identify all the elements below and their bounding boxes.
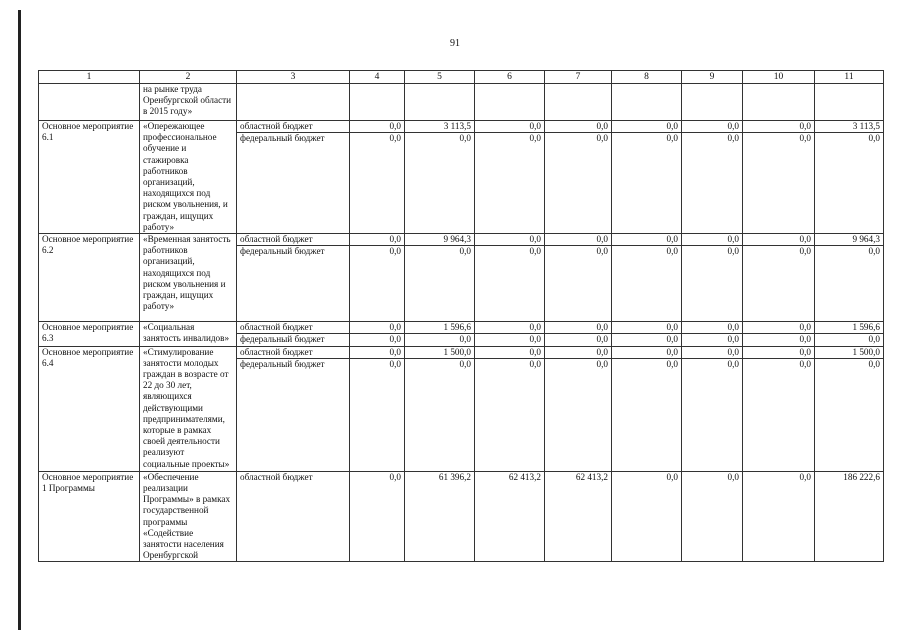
col-header: 2 — [140, 71, 237, 84]
table-header-row — [39, 71, 884, 84]
value-cell: 0,0 — [682, 133, 743, 234]
col-header: 1 — [39, 71, 140, 84]
col-header: 8 — [612, 71, 682, 84]
funding-source: областной бюджет — [237, 471, 350, 562]
value-cell: 1 500,0 — [405, 346, 475, 358]
table-row — [39, 234, 884, 246]
measure-label: Основное мероприятие 6.2 — [39, 234, 140, 322]
value-cell: 0,0 — [682, 234, 743, 246]
measure-name: «Обеспечение реализации Программы» в рамках государственной программы «Содействие занятости населения Оренбургской — [140, 471, 237, 562]
value-cell: 0,0 — [612, 246, 682, 322]
funding-source: федеральный бюджет — [237, 246, 350, 322]
value-cell: 0,0 — [682, 334, 743, 346]
value-cell: 0,0 — [612, 358, 682, 471]
measure-label: Основное мероприятие 6.1 — [39, 121, 140, 234]
table-row — [39, 471, 884, 562]
value-cell: 0,0 — [350, 346, 405, 358]
value-cell: 0,0 — [475, 246, 545, 322]
value-cell: 3 113,5 — [405, 121, 475, 133]
table-row — [39, 121, 884, 133]
value-cell: 0,0 — [545, 246, 612, 322]
value-cell: 0,0 — [682, 471, 743, 562]
value-cell: 0,0 — [350, 358, 405, 471]
funding-source: областной бюджет — [237, 346, 350, 358]
value-cell: 0,0 — [612, 234, 682, 246]
funding-source: областной бюджет — [237, 234, 350, 246]
value-cell: 0,0 — [475, 121, 545, 133]
value-cell: 0,0 — [350, 234, 405, 246]
value-cell: 0,0 — [612, 322, 682, 334]
value-cell: 0,0 — [350, 133, 405, 234]
value-cell: 0,0 — [475, 133, 545, 234]
budget-table — [38, 70, 884, 562]
value-cell: 0,0 — [405, 334, 475, 346]
value-cell: 0,0 — [475, 346, 545, 358]
col-header: 11 — [815, 71, 884, 84]
value-cell: 0,0 — [545, 133, 612, 234]
value-cell: 0,0 — [475, 234, 545, 246]
page-number: 91 — [450, 38, 460, 49]
col-header: 5 — [405, 71, 475, 84]
value-cell: 0,0 — [743, 471, 815, 562]
measure-label: Основное мероприятие 6.3 — [39, 322, 140, 346]
value-cell: 0,0 — [815, 133, 884, 234]
value-cell: 0,0 — [545, 234, 612, 246]
col-header: 4 — [350, 71, 405, 84]
value-cell: 0,0 — [743, 121, 815, 133]
col-header: 6 — [475, 71, 545, 84]
value-cell: 0,0 — [612, 121, 682, 133]
value-cell: 9 964,3 — [405, 234, 475, 246]
col-header: 3 — [237, 71, 350, 84]
value-cell: 62 413,2 — [475, 471, 545, 562]
value-cell: 0,0 — [743, 322, 815, 334]
table-row — [39, 84, 884, 121]
value-cell: 0,0 — [612, 471, 682, 562]
value-cell: 0,0 — [475, 322, 545, 334]
measure-name: на рынке труда Оренбургской области в 2015 году» — [140, 84, 237, 121]
value-cell: 0,0 — [682, 322, 743, 334]
value-cell: 0,0 — [545, 121, 612, 133]
value-cell: 0,0 — [350, 246, 405, 322]
value-cell: 0,0 — [405, 133, 475, 234]
measure-label: Основное мероприятие 1 Программы — [39, 471, 140, 562]
value-cell: 0,0 — [743, 234, 815, 246]
value-cell: 0,0 — [682, 358, 743, 471]
value-cell: 0,0 — [405, 246, 475, 322]
value-cell: 0,0 — [682, 121, 743, 133]
value-cell: 0,0 — [350, 121, 405, 133]
value-cell: 3 113,5 — [815, 121, 884, 133]
value-cell: 0,0 — [815, 334, 884, 346]
col-header: 9 — [682, 71, 743, 84]
value-cell: 0,0 — [545, 358, 612, 471]
value-cell: 0,0 — [545, 346, 612, 358]
value-cell: 0,0 — [815, 246, 884, 322]
value-cell: 0,0 — [743, 133, 815, 234]
value-cell: 0,0 — [612, 346, 682, 358]
funding-source: областной бюджет — [237, 322, 350, 334]
value-cell: 186 222,6 — [815, 471, 884, 562]
value-cell: 9 964,3 — [815, 234, 884, 246]
value-cell: 0,0 — [612, 133, 682, 234]
value-cell: 0,0 — [612, 334, 682, 346]
value-cell: 0,0 — [350, 334, 405, 346]
table-row — [39, 346, 884, 358]
measure-name: «Опережающее профессиональное обучение и стажировка работников организаций, находящихся под риском увольнения, и граждан, ищущих работу» — [140, 121, 237, 234]
funding-source: областной бюджет — [237, 121, 350, 133]
value-cell: 0,0 — [475, 334, 545, 346]
funding-source: федеральный бюджет — [237, 133, 350, 234]
measure-name: «Социальная занятость инвалидов» — [140, 322, 237, 346]
value-cell: 0,0 — [545, 334, 612, 346]
value-cell: 1 596,6 — [815, 322, 884, 334]
value-cell: 0,0 — [405, 358, 475, 471]
value-cell: 1 596,6 — [405, 322, 475, 334]
value-cell: 0,0 — [743, 358, 815, 471]
value-cell: 0,0 — [743, 346, 815, 358]
value-cell: 0,0 — [475, 358, 545, 471]
value-cell: 0,0 — [350, 471, 405, 562]
value-cell: 0,0 — [815, 358, 884, 471]
table-row — [39, 322, 884, 334]
col-header: 10 — [743, 71, 815, 84]
value-cell: 0,0 — [350, 322, 405, 334]
value-cell: 0,0 — [545, 322, 612, 334]
value-cell: 0,0 — [743, 246, 815, 322]
value-cell: 1 500,0 — [815, 346, 884, 358]
value-cell: 0,0 — [682, 246, 743, 322]
col-header: 7 — [545, 71, 612, 84]
value-cell: 61 396,2 — [405, 471, 475, 562]
value-cell: 62 413,2 — [545, 471, 612, 562]
funding-source: федеральный бюджет — [237, 358, 350, 471]
measure-name: «Временная занятость работников организаций, находящихся под риском увольнения и граждан, ищущих работу» — [140, 234, 237, 322]
page-edge-line — [18, 10, 21, 630]
value-cell: 0,0 — [743, 334, 815, 346]
measure-name: «Стимулирование занятости молодых граждан в возрасте от 22 до 30 лет, являющихся действующими предпринимателями, которые в рамках своей деятельности реализуют социальные проекты» — [140, 346, 237, 471]
measure-label: Основное мероприятие 6.4 — [39, 346, 140, 471]
value-cell: 0,0 — [682, 346, 743, 358]
funding-source: федеральный бюджет — [237, 334, 350, 346]
